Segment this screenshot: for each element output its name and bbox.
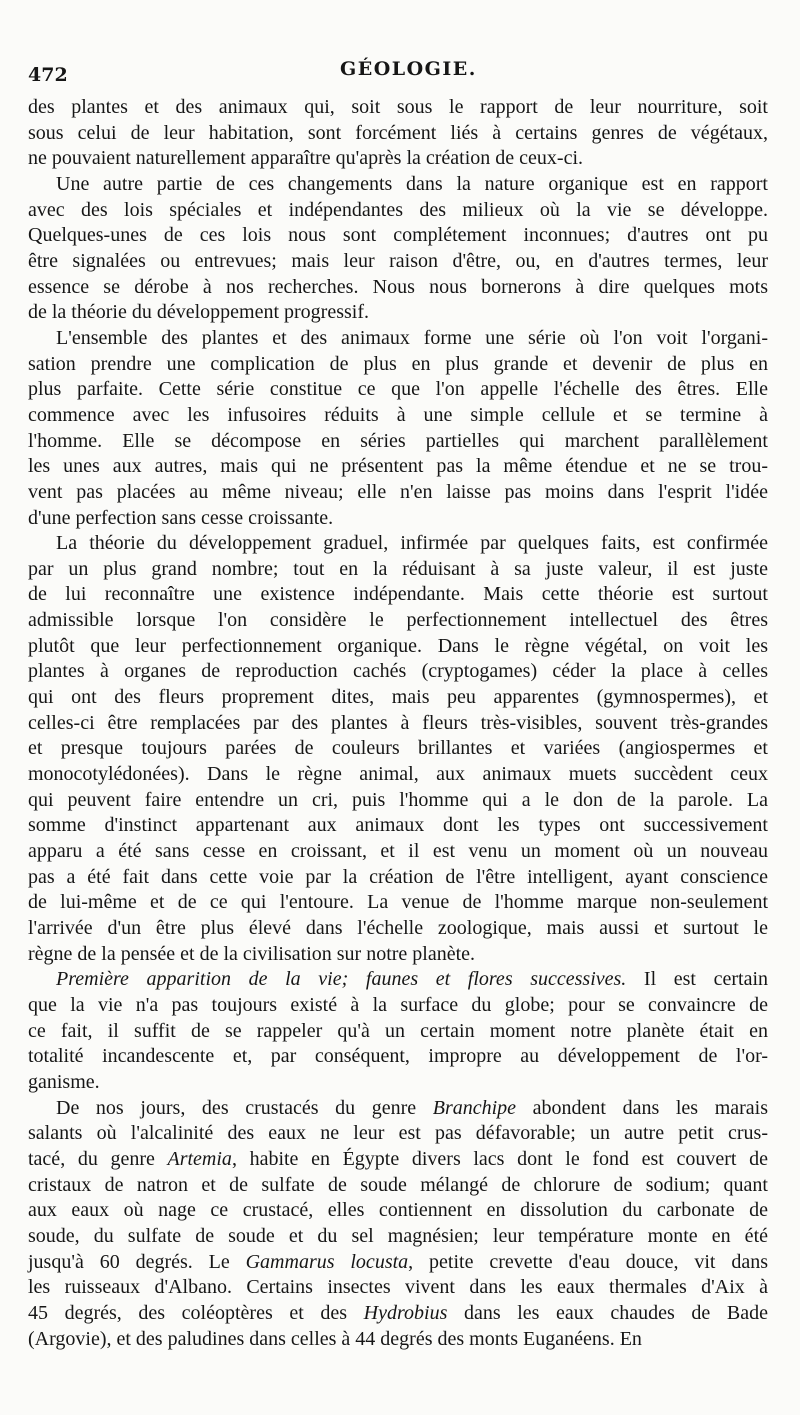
text-line: qui peuvent faire entendre un cri, puis l'homme qui a le don de la parole. La xyxy=(28,788,768,811)
text-line: (Argovie), et des paludines dans celles à 44 degrés des monts Euganéens. En xyxy=(28,1327,642,1350)
text-line: jusqu'à 60 degrés. Le Gammarus locusta, petite crevette d'eau douce, vit dans xyxy=(28,1250,768,1273)
text-line: 45 degrés, des coléoptères et des Hydrobius dans les eaux chaudes de Bade xyxy=(28,1301,769,1324)
text-line: celles-ci être remplacées par des plantes à fleurs très-visibles, souvent très-grandes xyxy=(28,711,768,734)
text-line: de lui reconnaître une existence indépendante. Mais cette théorie est surtout xyxy=(28,583,768,606)
text-line: totalité incandescente et, par conséquent, impropre au développement de l'or- xyxy=(28,1045,768,1068)
text-line: les ruisseaux d'Albano. Certains insectes vivent dans les eaux thermales d'Aix à xyxy=(28,1276,768,1299)
text-line: des plantes et des animaux qui, soit sous le rapport de leur nourriture, soit xyxy=(28,96,768,118)
text-line: avec des lois spéciales et indépendantes des milieux où la vie se développe. xyxy=(28,198,768,221)
text-line: cristaux de natron et de sulfate de soude mélangé de chlorure de sodium; quant xyxy=(28,1173,768,1196)
taxon-name: Branchipe xyxy=(432,1096,517,1119)
body-text xyxy=(28,95,768,1352)
text-line: ne pouvaient naturellement apparaître qu'après la création de ceux-ci. xyxy=(28,147,583,170)
page-header xyxy=(28,58,768,94)
taxon-name: Hydrobius xyxy=(363,1301,448,1324)
text-line: Première apparition de la vie; faunes et flores successives. Il est certain xyxy=(56,968,768,991)
text-line: L'ensemble des plantes et des animaux forme une série où l'on voit l'organi- xyxy=(56,326,768,349)
text-line: salants où l'alcalinité des eaux ne leur est pas défavorable; un autre petit crus- xyxy=(28,1122,768,1145)
text-line: tacé, du genre Artemia, habite en Égypte divers lacs dont le fond est couvert de xyxy=(28,1147,768,1170)
text-line: de lui-même et de ce qui l'entoure. La venue de l'homme marque non-seulement xyxy=(28,891,768,914)
section-heading: Première apparition de la vie; faunes et flores successives. xyxy=(56,968,627,991)
text-line: somme d'instinct appartenant aux animaux dont les types ont successivement xyxy=(28,814,768,837)
text-line: plus parfaite. Cette série constitue ce que l'on appelle l'échelle des êtres. Elle xyxy=(28,378,768,401)
text-line: De nos jours, des crustacés du genre Branchipe abondent dans les marais xyxy=(56,1096,769,1119)
text-line: qui ont des fleurs proprement dites, mais peu apparentes (gymnospermes), et xyxy=(28,686,768,709)
text-line: plantes à organes de reproduction cachés (cryptogames) céder la place à celles xyxy=(28,660,768,683)
text-line: sation prendre une complication de plus en plus grande et devenir de plus en xyxy=(28,352,768,375)
text-line: être signalées ou entrevues; mais leur raison d'être, ou, en d'autres termes, leur xyxy=(28,249,768,272)
text-line: Quelques-unes de ces lois nous sont complétement inconnues; d'autres ont pu xyxy=(28,224,768,247)
running-head: GÉOLOGIE. xyxy=(340,58,477,80)
text-line: essence se dérobe à nos recherches. Nous nous bornerons à dire quelques mots xyxy=(28,275,768,298)
text-line: règne de la pensée et de la civilisation sur notre planète. xyxy=(28,942,476,965)
text-line: sous celui de leur habitation, sont forcément liés à certains genres de végétaux, xyxy=(28,121,768,144)
text-line: l'arrivée d'un être plus élevé dans l'échelle zoologique, mais aussi et surtout le xyxy=(28,917,768,939)
text-line: La théorie du développement graduel, infirmée par quelques faits, est confirmée xyxy=(56,532,768,555)
text-line: vent pas placées au même niveau; elle n'en laisse pas moins dans l'esprit l'idée xyxy=(28,480,768,503)
text-line: monocotylédonées). Dans le règne animal, aux animaux muets succèdent ceux xyxy=(28,763,768,786)
text-line: par un plus grand nombre; tout en la réduisant à sa juste valeur, il est juste xyxy=(28,557,768,580)
text-line: Une autre partie de ces changements dans la nature organique est en rapport xyxy=(56,172,768,195)
taxon-name: Artemia xyxy=(167,1147,232,1170)
text-line: plutôt que leur perfectionnement organique. Dans le règne végétal, on voit les xyxy=(28,634,768,657)
text-line: l'homme. Elle se décompose en séries partielles qui marchent parallèlement xyxy=(28,429,768,452)
text-line: commence avec les infusoires réduits à une simple cellule et se termine à xyxy=(28,403,768,426)
text-line: ce fait, il suffit de se rappeler qu'à un certain moment notre planète était en xyxy=(28,1019,768,1042)
taxon-name: Gammarus locusta xyxy=(245,1250,409,1273)
text-line: les unes aux autres, mais qui ne présentent pas la même étendue et ne se trou- xyxy=(28,455,768,478)
text-line: pas a été fait dans cette voie par la création de l'être intelligent, ayant conscience xyxy=(28,865,768,888)
text-line: aux eaux où nage ce crustacé, elles contiennent en dissolution du carbonate de xyxy=(28,1199,768,1222)
text-line: soude, du sulfate de soude et du sel magnésien; leur température monte en été xyxy=(28,1224,768,1247)
text-line: ganisme. xyxy=(28,1070,100,1093)
text-line: de la théorie du développement progressif. xyxy=(28,301,369,324)
text-line: et presque toujours parées de couleurs brillantes et variées (angiospermes et xyxy=(28,737,768,760)
text-line: apparu a été sans cesse en croissant, et il est venu un moment où un nouveau xyxy=(28,840,768,863)
page-number: 472 xyxy=(28,64,68,86)
text-line: que la vie n'a pas toujours existé à la surface du globe; pour se convaincre de xyxy=(28,993,768,1016)
text-line: d'une perfection sans cesse croissante. xyxy=(28,506,334,529)
text-line: admissible lorsque l'on considère le perfectionnement intellectuel des êtres xyxy=(28,609,768,632)
